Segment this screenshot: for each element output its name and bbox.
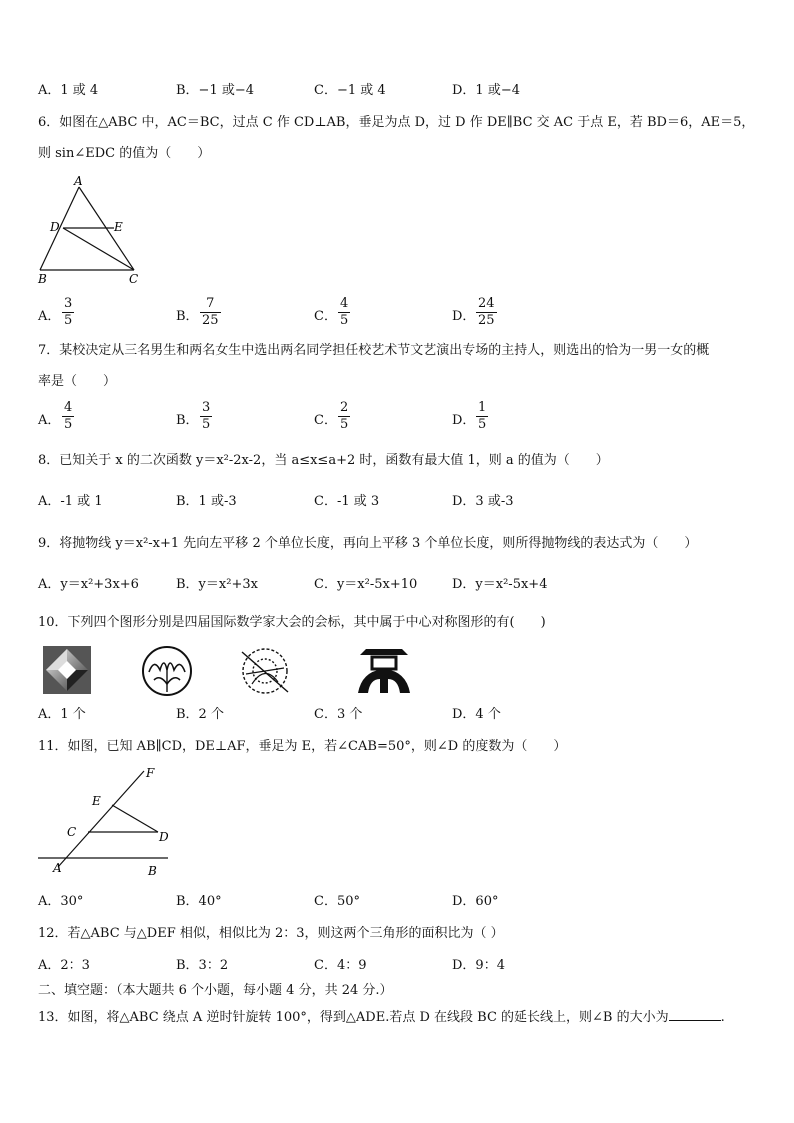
q9-option-d: D．y＝x²-5x+4 (452, 577, 548, 592)
q12-option-d: D．9：4 (452, 958, 505, 973)
q11-label-d: D (159, 830, 169, 844)
q6-option-b-num: 7 (206, 296, 215, 311)
q6-stem-line2: 则 sin∠EDC 的值为（ ） (38, 146, 211, 161)
q6-option-a-letter: A． (38, 309, 61, 324)
q7-option-b-num: 3 (202, 400, 211, 415)
q12-option-a: A．2：3 (38, 958, 90, 973)
q7-option-b-den: 5 (202, 417, 211, 432)
q6-label-a: A (74, 175, 83, 188)
q5-option-d: D．1 或−4 (452, 83, 520, 98)
q7-option-c-fraction (338, 400, 350, 433)
q9-option-c: C．y＝x²-5x+10 (314, 577, 418, 592)
q11-label-e: E (92, 794, 101, 808)
q11-label-c: C (67, 825, 77, 839)
q7-option-d-num: 1 (478, 400, 487, 415)
q10-logo-3 (238, 644, 292, 698)
q9-options (38, 576, 758, 616)
q7-option-d-den: 5 (478, 417, 487, 432)
q7-option-c-den: 5 (340, 417, 349, 432)
q6-option-d-fraction (476, 296, 497, 329)
q11-label-f: F (146, 766, 155, 780)
q7-stem-line2: 率是（ ） (38, 374, 117, 389)
q7-option-a-fraction (62, 400, 74, 433)
q11-option-b: B．40° (176, 894, 222, 909)
q6-options (38, 296, 758, 336)
q10-option-c: C．3 个 (314, 707, 363, 722)
q7-options (38, 400, 758, 440)
q6-stem-line1: 6．如图在△ABC 中，AC＝BC，过点 C 作 CD⊥AB，垂足为点 D，过 D 作 DE∥BC 交 AC 于点 E，若 BD＝6，AE＝5， (38, 115, 755, 130)
q11-option-d: D．60° (452, 894, 499, 909)
q6-label-e: E (114, 220, 123, 234)
q6-label-c: C (129, 272, 139, 285)
q13-answer-blank[interactable] (669, 1008, 721, 1021)
q11-option-a: A．30° (38, 894, 84, 909)
q7-option-a-letter: A． (38, 413, 61, 428)
q6-option-c-num: 4 (340, 296, 349, 311)
q7-option-a-num: 4 (64, 400, 73, 415)
q11-label-a: A (53, 861, 62, 875)
q6-option-d-num: 24 (478, 296, 495, 311)
q6-label-d: D (50, 220, 60, 234)
q5-option-c: C．−1 或 4 (314, 83, 386, 98)
q6-option-c-fraction (338, 296, 350, 329)
q12-option-b: B．3：2 (176, 958, 229, 973)
q6-option-a-fraction (62, 296, 74, 329)
q9-option-b: B．y＝x²+3x (176, 577, 258, 592)
q10-logo-4 (356, 645, 412, 695)
q13-stem (38, 1008, 725, 1027)
q10-logo-2 (140, 644, 194, 698)
q9-stem: 9．将抛物线 y＝x²-x+1 先向左平移 2 个单位长度，再向上平移 3 个单位长度，则所得抛物线的表达式为（ ） (38, 536, 698, 551)
q11-option-c: C．50° (314, 894, 360, 909)
q6-option-b-letter: B． (176, 309, 199, 324)
q6-option-c-den: 5 (340, 313, 349, 328)
q5-option-b: B．−1 或−4 (176, 83, 255, 98)
q6-option-d-den: 25 (478, 313, 495, 328)
q7-option-b-letter: B． (176, 413, 199, 428)
q7-option-d-fraction (476, 400, 488, 433)
q8-option-d: D．3 或-3 (452, 494, 514, 509)
q13-end: . (720, 1010, 725, 1025)
q12-stem: 12．若△ABC 与△DEF 相似，相似比为 2：3，则这两个三角形的面积比为（ ） (38, 926, 504, 941)
q6-option-c-letter: C． (314, 309, 337, 324)
q8-options (38, 493, 758, 533)
q6-label-b: B (38, 272, 47, 285)
q6-option-a-den: 5 (64, 313, 73, 328)
q12-option-c: C．4：9 (314, 958, 367, 973)
q7-option-c-num: 2 (340, 400, 349, 415)
q7-option-a-den: 5 (64, 417, 73, 432)
q11-parallel-lines-figure (34, 763, 179, 881)
q6-option-b-fraction (200, 296, 221, 329)
q8-option-b: B．1 或-3 (176, 494, 237, 509)
q8-stem: 8．已知关于 x 的二次函数 y＝x²-2x-2，当 a≤x≤a+2 时，函数有最大值 1，则 a 的值为（ ） (38, 453, 609, 468)
q8-option-c: C．-1 或 3 (314, 494, 380, 509)
q7-option-b-fraction (200, 400, 212, 433)
q7-option-c-letter: C． (314, 413, 337, 428)
q10-logo-1 (42, 645, 92, 695)
q11-stem: 11．如图，已知 AB∥CD，DE⊥AF，垂足为 E，若∠CAB=50°，则∠D 的度数为（ ） (38, 739, 567, 754)
q5-option-a: A．1 或 4 (38, 83, 99, 98)
q6-triangle-figure (34, 175, 144, 285)
q9-option-a: A．y＝x²+3x+6 (38, 577, 139, 592)
q13-text: 13．如图，将△ABC 绕点 A 逆时针旋转 100°，得到△ADE.若点 D 在线段 BC 的延长线上，则∠B 的大小为 (38, 1010, 669, 1025)
q7-option-d-letter: D． (452, 413, 476, 428)
q7-stem-line1: 7．某校决定从三名男生和两名女生中选出两名同学担任校艺术节文艺演出专场的主持人，则选出的恰为一男一女的概 (38, 343, 710, 358)
section-2-heading: 二、填空题：（本大题共 6 个小题，每小题 4 分，共 24 分.） (38, 983, 393, 998)
q10-stem: 10．下列四个图形分别是四届国际数学家大会的会标，其中属于中心对称图形的有( ) (38, 615, 546, 630)
q6-option-d-letter: D． (452, 309, 476, 324)
q6-option-a-num: 3 (64, 296, 73, 311)
q11-label-b: B (148, 864, 157, 878)
q8-option-a: A．-1 或 1 (38, 494, 103, 509)
q10-option-d: D．4 个 (452, 707, 501, 722)
q10-option-a: A．1 个 (38, 707, 86, 722)
q10-option-b: B．2 个 (176, 707, 224, 722)
q6-option-b-den: 25 (202, 313, 219, 328)
